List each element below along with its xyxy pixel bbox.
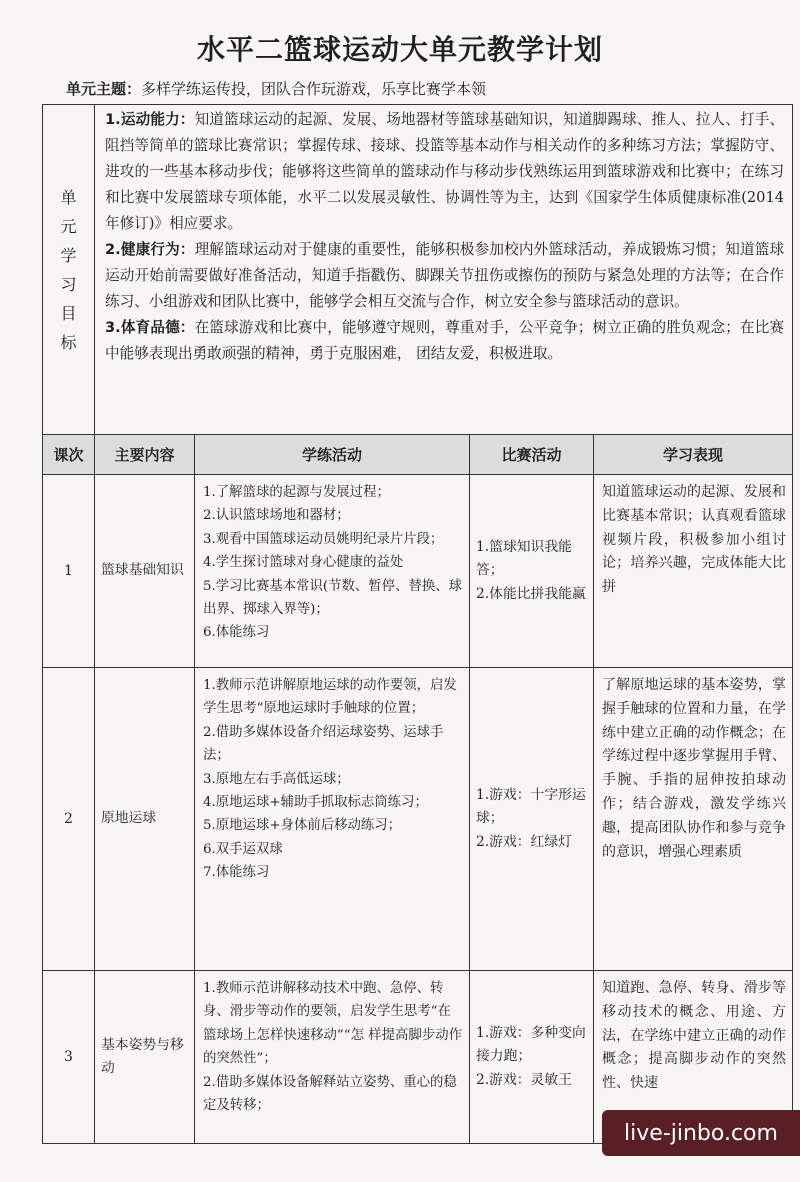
objectives-label: 单 元 学 习 目 标 bbox=[43, 105, 95, 435]
objectives-row bbox=[43, 105, 793, 435]
unit-theme-text: 多样学练运传投，团队合作玩游戏，乐享比赛学本领 bbox=[141, 80, 487, 98]
lesson-performance: 知道篮球运动的起源、发展和比赛基本常识；认真观看篮球视频片段，积极参加小组讨论；培养兴趣，完成体能大比拼 bbox=[594, 475, 793, 668]
unit-theme bbox=[66, 78, 486, 99]
lesson-games: 1.游戏：多种变向接力跑； 2.游戏：灵敏王 bbox=[470, 971, 594, 1144]
header-content: 主要内容 bbox=[95, 435, 195, 475]
objective-sportsmanship: 3.体育品德：在篮球游戏和比赛中，能够遵守规则，尊重对手，公平竞争；树立正确的胜负观念；在比赛中能够表现出勇敢顽强的精神，勇于克服困难， 团结友爱，积极进取。 bbox=[105, 319, 785, 362]
plan-table bbox=[42, 104, 793, 1144]
objective-health: 2.健康行为：理解篮球运动对于健康的重要性，能够积极参加校内外篮球活动，养成锻炼习惯；知道篮球运动开始前需要做好准备活动，知道手指戳伤、脚踝关节扭伤或擦伤的预防与紧急处理的方法等；在合作练习、小组游戏和团队比赛中，能够学会相互交流与合作，树立安全参与篮球活动的意识。 bbox=[105, 241, 785, 310]
lesson-content: 原地运球 bbox=[95, 668, 195, 971]
header-games: 比赛活动 bbox=[470, 435, 594, 475]
page-title: 水平二篮球运动大单元教学计划 bbox=[196, 33, 603, 66]
lesson-number: 3 bbox=[43, 971, 95, 1144]
table-row bbox=[43, 475, 793, 668]
header-row bbox=[43, 435, 793, 475]
table-row bbox=[43, 668, 793, 971]
lesson-number: 2 bbox=[43, 668, 95, 971]
lesson-games: 1.篮球知识我能答； 2.体能比拼我能赢 bbox=[470, 475, 594, 668]
lesson-activities: 1.了解篮球的起源与发展过程； 2.认识篮球场地和器材； 3.观看中国篮球运动员姚明纪录片片段； 4.学生探讨篮球对身心健康的益处 5.学习比赛基本常识(节数、暂停、替换、球出界、掷球入界等)； 6.体能练习 bbox=[195, 475, 470, 668]
unit-theme-label: 单元主题： bbox=[66, 80, 142, 98]
lesson-performance: 了解原地运球的基本姿势，掌握手触球的位置和力量，在学练中建立正确的动作概念；在学练过程中逐步掌握用手臂、手腕、手指的屈伸按拍球动作；结合游戏，激发学练兴趣，提高团队协作和参与竞争的意识，增强心理素质 bbox=[594, 668, 793, 971]
lesson-performance: 知道跑、急停、转身、滑步等移动技术的概念、用途、方法，在学练中建立正确的动作概念；提高脚步动作的突然性、快速 bbox=[594, 971, 793, 1144]
header-lesson: 课次 bbox=[43, 435, 95, 475]
objectives-text bbox=[95, 105, 793, 435]
watermark: live-jinbo.com bbox=[602, 1110, 800, 1156]
lesson-number: 1 bbox=[43, 475, 95, 668]
lesson-content: 篮球基础知识 bbox=[95, 475, 195, 668]
header-performance: 学习表现 bbox=[594, 435, 793, 475]
objective-motor: 1.运动能力：知道篮球运动的起源、发展、场地器材等篮球基础知识，知道脚踢球、推人、拉人、打手、阻挡等简单的篮球比赛常识；掌握传球、接球、投篮等基本动作与相关动作的多种练习方法；掌握防守、进攻的一些基本移动步伐；能够将这些简单的篮球动作与移动步伐熟练运用到篮球游戏和比赛中；在练习和比赛中发展篮球专项体能，水平二以发展灵敏性、协调性等为主，达到《国家学生体质健康标准(2014 年修订)》相应要求。 bbox=[105, 111, 785, 232]
lesson-games: 1.游戏：十字形运球； 2.游戏：红绿灯 bbox=[470, 668, 594, 971]
header-activities: 学练活动 bbox=[195, 435, 470, 475]
lesson-activities: 1.教师示范讲解移动技术中跑、急停、转身、滑步等动作的要领，启发学生思考“在篮球场上怎样快速移动”“怎 样提高脚步动作的突然性”； 2.借助多媒体设备解释站立姿势、重心的稳定及转移； bbox=[195, 971, 470, 1144]
lesson-content: 基本姿势与移动 bbox=[95, 971, 195, 1144]
lesson-activities: 1.教师示范讲解原地运球的动作要领，启发学生思考“原地运球时手触球的位置； 2.借助多媒体设备介绍运球姿势、运球手法； 3.原地左右手高低运球； 4.原地运球+辅助手抓取标志筒练习； 5.原地运球+身体前后移动练习； 6.双手运双球 7.体能练习 bbox=[195, 668, 470, 971]
